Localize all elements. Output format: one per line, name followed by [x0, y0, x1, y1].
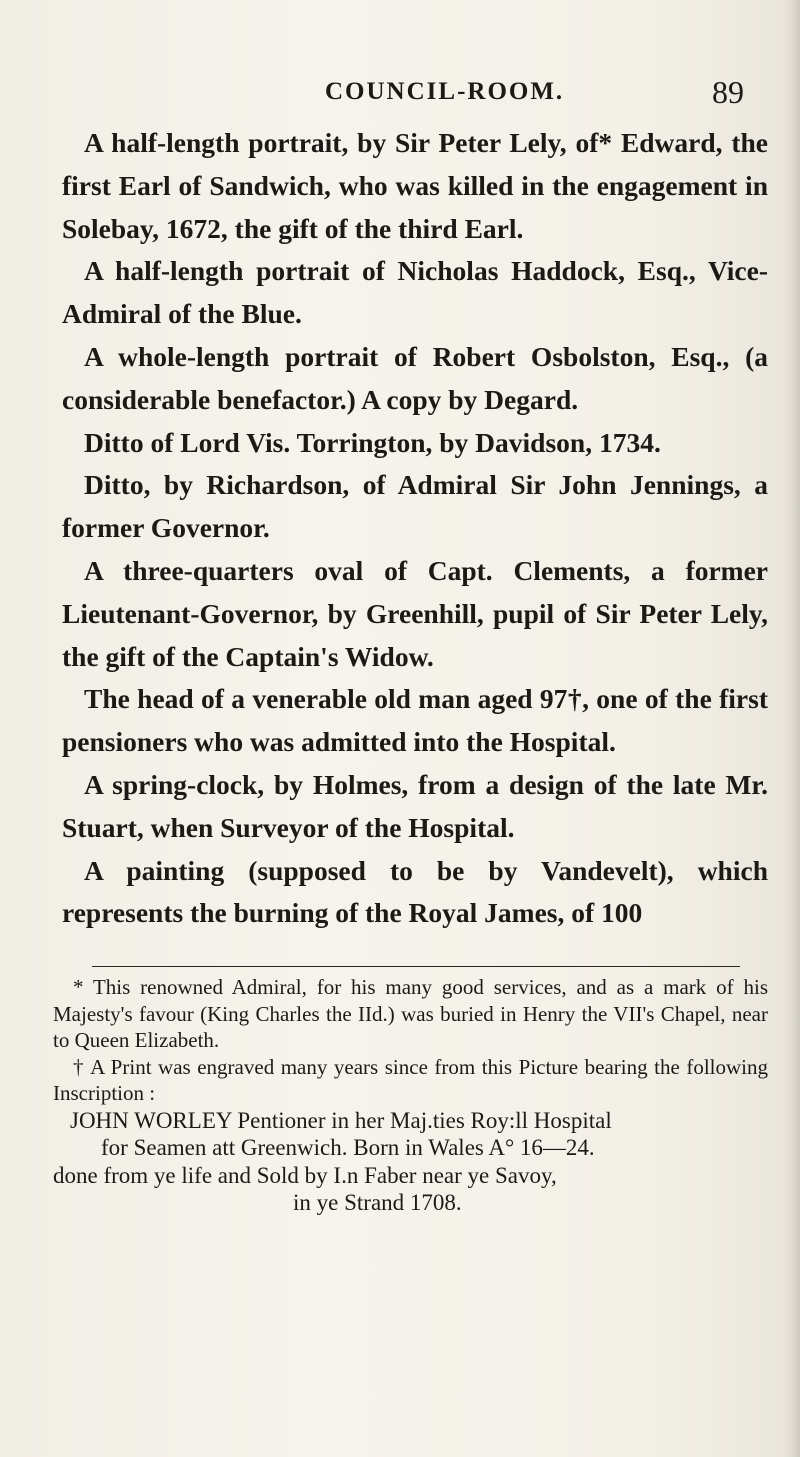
paragraph-clements-portrait: A three-quarters oval of Capt. Clements, a former Lieutenant-Governor, by Greenhill, pupil of Sir Peter Lely, the gift of the Captain's Widow.: [62, 554, 768, 672]
paragraph-haddock-portrait: A half-length portrait of Nicholas Haddock, Esq., Vice-Admiral of the Blue.: [62, 255, 768, 330]
page-edge-shadow: [782, 0, 800, 1457]
page-number: 89: [712, 74, 744, 110]
paragraph-osbolston-portrait: A whole-length portrait of Robert Osbolston, Esq., (a considerable benefactor.) A copy by Degard.: [62, 340, 768, 415]
footnote-rule: [92, 966, 740, 967]
running-head: COUNCIL-ROOM.: [325, 78, 565, 105]
inscription-line: for Seamen att Greenwich. Born in Wales A° 16—24.: [101, 1135, 595, 1161]
body-text: [62, 122, 768, 935]
page-header: [0, 70, 800, 110]
print-inscription: [53, 1107, 768, 1217]
paragraph-jennings-portrait: Ditto, by Richardson, of Admiral Sir John Jennings, a former Governor.: [62, 469, 768, 544]
inscription-line: JOHN WORLEY Pentioner in her Maj.ties Roy:ll Hospital: [70, 1107, 612, 1133]
paragraph-old-man-head: The head of a venerable old man aged 97†, one of the first pensioners who was admitted into the Hospital.: [62, 683, 768, 758]
footnote-admiral: * This renowned Admiral, for his many good services, and as a mark of his Majesty's favour (King Charles the IId.) was buried in Henry the VII's Chapel, near to Queen Elizabeth.: [53, 975, 768, 1053]
paragraph-spring-clock: A spring-clock, by Holmes, from a design of the late Mr. Stuart, when Surveyor of the Hospital.: [62, 768, 768, 843]
paragraph-sandwich-portrait: A half-length portrait, by Sir Peter Lely, of* Edward, the first Earl of Sandwich, who was killed in the engagement in Solebay, 1672, the gift of the third Earl.: [62, 127, 768, 244]
footnote-print: † A Print was engraved many years since from this Picture bearing the following Inscription :: [53, 1054, 768, 1106]
inscription-line: in ye Strand 1708.: [293, 1190, 462, 1216]
inscription-line: done from ye life and Sold by I.n Faber near ye Savoy,: [53, 1162, 557, 1188]
footnotes: [53, 974, 768, 1217]
paragraph-torrington-portrait: Ditto of Lord Vis. Torrington, by Davidson, 1734.: [84, 426, 661, 458]
paragraph-royal-james-painting: A painting (supposed to be by Vandevelt), which represents the burning of the Royal James, of 100: [62, 854, 768, 929]
